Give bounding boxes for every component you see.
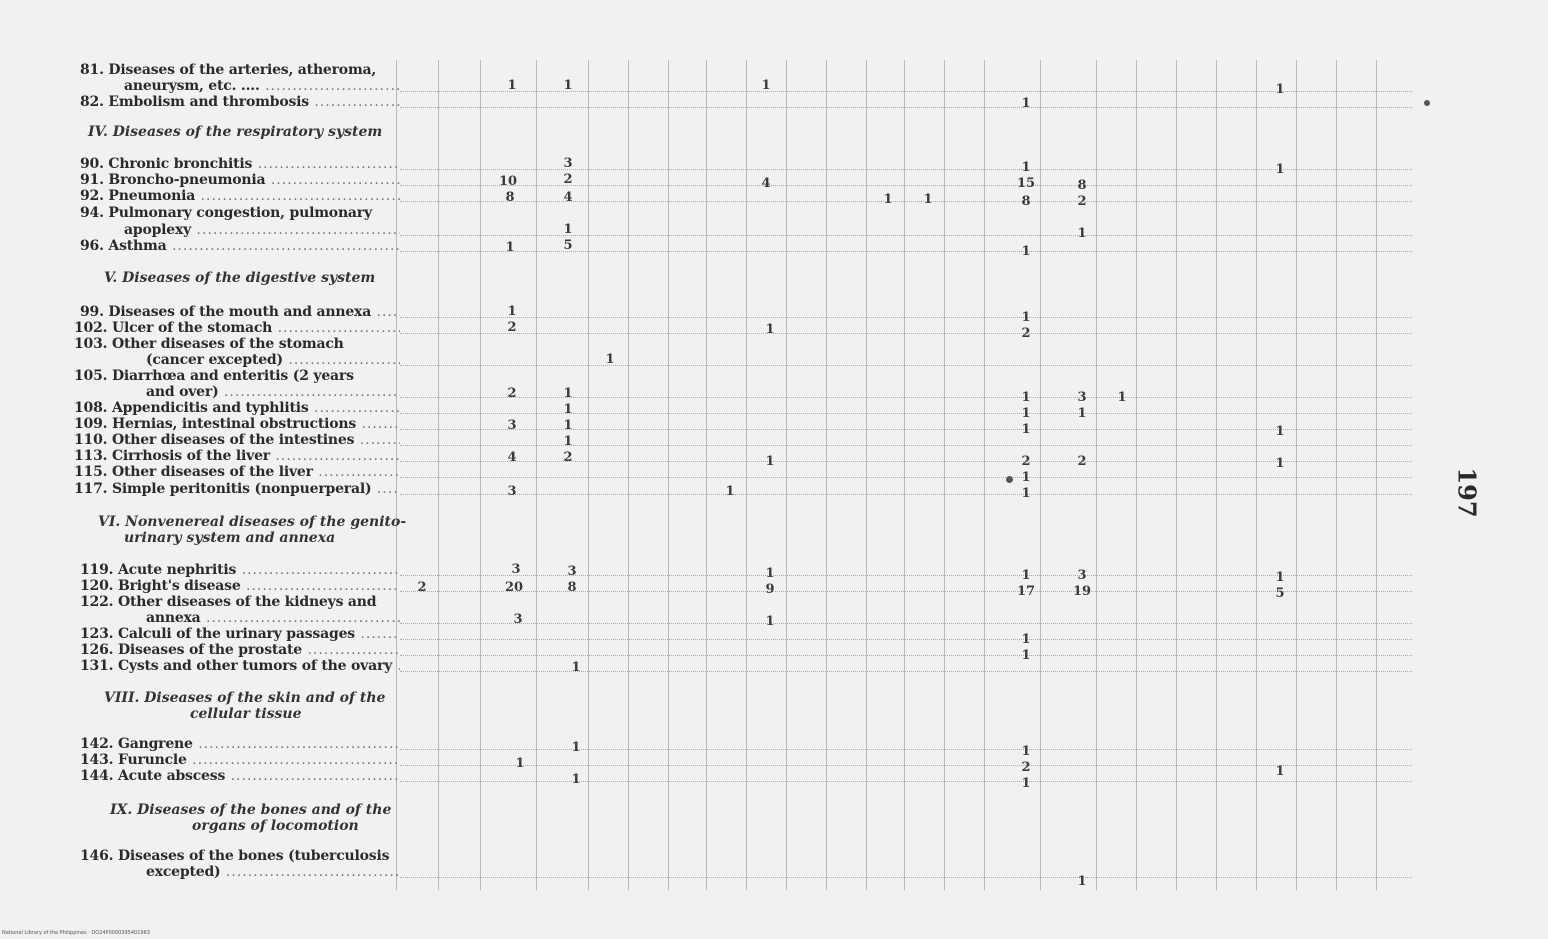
row-label: 142. Gangrene ..... — [80, 736, 400, 752]
count-cell: 2 — [417, 580, 427, 595]
row-label: 131. Cysts and other tumors of the ovary ..... — [80, 658, 400, 674]
count-cell: 2 — [507, 386, 517, 401]
ink-spot — [1424, 100, 1430, 106]
count-cell: 1 — [515, 756, 525, 771]
row-leader-line — [400, 765, 1412, 767]
count-cell: 8 — [505, 190, 515, 205]
row-leader-line — [400, 623, 1412, 625]
row-leader-line — [400, 201, 1412, 203]
section-heading-genitourinary-1: VI. Nonvenereal diseases of the genito- — [98, 514, 407, 530]
row-label: 90. Chronic bronchitis ..... — [80, 156, 400, 172]
row-leader-line — [400, 781, 1412, 783]
count-cell: 4 — [563, 190, 573, 205]
count-cell: 20 — [504, 580, 524, 595]
section-heading-bones-2: organs of locomotion — [192, 818, 359, 834]
row-label: 120. Bright's disease ..... — [80, 578, 400, 594]
row-leader-line — [400, 107, 1412, 109]
row-label: 123. Calculi of the urinary passages ..... — [80, 626, 400, 642]
row-leader-line — [400, 333, 1412, 335]
row-label: 144. Acute abscess ..... — [80, 768, 400, 784]
count-cell: 1 — [563, 418, 573, 433]
count-cell: 9 — [765, 582, 775, 597]
count-cell: 1 — [1275, 162, 1285, 177]
row-label: 115. Other diseases of the liver ..... — [74, 464, 400, 480]
count-cell: 1 — [563, 434, 573, 449]
count-cell: 1 — [571, 772, 581, 787]
row-label: annexa ..... — [146, 610, 400, 626]
row-leader-line — [400, 477, 1412, 479]
count-cell: 3 — [567, 564, 577, 579]
count-cell: 1 — [1021, 632, 1031, 647]
row-leader-line — [400, 185, 1412, 187]
count-cell: 1 — [765, 454, 775, 469]
row-label: 99. Diseases of the mouth and annexa ..... — [80, 304, 400, 320]
count-cell: 3 — [563, 156, 573, 171]
row-label: 92. Pneumonia ..... — [80, 188, 400, 204]
row-leader-line — [400, 575, 1412, 577]
count-cell: 10 — [498, 174, 518, 189]
count-cell: 2 — [1021, 760, 1031, 775]
count-cell: 1 — [1021, 470, 1031, 485]
section-heading-skin-2: cellular tissue — [190, 706, 302, 722]
section-heading-genitourinary-2: urinary system and annexa — [124, 530, 336, 546]
count-cell: 1 — [765, 566, 775, 581]
count-cell: 1 — [1275, 456, 1285, 471]
row-leader-line — [400, 317, 1412, 319]
count-cell: 8 — [1021, 194, 1031, 209]
count-cell: 1 — [761, 78, 771, 93]
count-cell: 1 — [1117, 390, 1127, 405]
count-cell: 1 — [1275, 570, 1285, 585]
count-cell: 1 — [605, 352, 615, 367]
row-label: 119. Acute nephritis ..... — [80, 562, 400, 578]
count-cell: 1 — [1077, 874, 1087, 889]
row-label: 102. Ulcer of the stomach ..... — [74, 320, 400, 336]
ink-spot — [1006, 476, 1013, 483]
row-leader-line — [400, 671, 1412, 673]
section-heading-bones-1: IX. Diseases of the bones and of the — [110, 802, 392, 818]
count-cell: 3 — [511, 562, 521, 577]
row-leader-line — [400, 655, 1412, 657]
row-label: 96. Asthma ..... — [80, 238, 400, 254]
row-leader-line — [400, 461, 1412, 463]
count-cell: 3 — [513, 612, 523, 627]
count-cell: 8 — [567, 580, 577, 595]
row-label: 82. Embolism and thrombosis ..... — [80, 94, 400, 110]
count-cell: 1 — [1021, 744, 1031, 759]
row-leader-line — [400, 591, 1412, 593]
footer-credit: National Library of the Philippines · DO24P0000395401963 — [2, 930, 150, 936]
row-leader-line — [400, 91, 1412, 93]
row-label: 105. Diarrhœa and enteritis (2 years — [74, 368, 354, 384]
count-cell: 2 — [1077, 194, 1087, 209]
count-cell: 1 — [923, 192, 933, 207]
row-leader-line — [400, 413, 1412, 415]
count-cell: 1 — [563, 386, 573, 401]
row-label: 113. Cirrhosis of the liver ..... — [74, 448, 400, 464]
row-leader-line — [400, 749, 1412, 751]
count-cell: 3 — [507, 484, 517, 499]
row-leader-line — [400, 251, 1412, 253]
row-label: and over) ..... — [146, 384, 400, 400]
count-cell: 5 — [1275, 586, 1285, 601]
count-cell: 1 — [571, 660, 581, 675]
count-cell: 19 — [1072, 584, 1092, 599]
count-cell: 3 — [1077, 390, 1087, 405]
section-heading-skin-1: VIII. Diseases of the skin and of the — [104, 690, 386, 706]
section-heading-digestive: V. Diseases of the digestive system — [104, 270, 376, 286]
count-cell: 1 — [1077, 406, 1087, 421]
count-cell: 17 — [1016, 584, 1036, 599]
row-label: 103. Other diseases of the stomach — [74, 336, 344, 352]
count-cell: 2 — [563, 450, 573, 465]
count-cell: 1 — [505, 240, 515, 255]
row-leader-line — [400, 235, 1412, 237]
row-leader-line — [400, 397, 1412, 399]
count-cell: 2 — [507, 320, 517, 335]
row-leader-line — [400, 365, 1412, 367]
count-cell: 1 — [1275, 82, 1285, 97]
count-cell: 2 — [1021, 326, 1031, 341]
count-cell: 5 — [563, 238, 573, 253]
row-leader-line — [400, 639, 1412, 641]
row-label: 81. Diseases of the arteries, atheroma, — [80, 62, 377, 78]
count-cell: 1 — [563, 222, 573, 237]
row-label: 110. Other diseases of the intestines ..... — [74, 432, 400, 448]
count-cell: 1 — [765, 322, 775, 337]
count-cell: 1 — [725, 484, 735, 499]
row-label: 108. Appendicitis and typhlitis ..... — [74, 400, 400, 416]
count-cell: 15 — [1016, 176, 1036, 191]
count-cell: 1 — [1021, 568, 1031, 583]
row-label: apoplexy ..... — [124, 222, 400, 238]
count-cell: 1 — [1021, 160, 1031, 175]
count-cell: 1 — [1275, 764, 1285, 779]
count-cell: 4 — [761, 176, 771, 191]
row-label: 109. Hernias, intestinal obstructions ..... — [74, 416, 400, 432]
row-label: 146. Diseases of the bones (tuberculosis — [80, 848, 390, 864]
row-leader-line — [400, 429, 1412, 431]
count-cell: 1 — [563, 402, 573, 417]
count-cell: 1 — [507, 78, 517, 93]
row-label: 143. Furuncle ..... — [80, 752, 400, 768]
row-leader-line — [400, 877, 1412, 879]
count-cell: 1 — [765, 614, 775, 629]
row-label: excepted) ..... — [146, 864, 400, 880]
row-leader-line — [400, 494, 1412, 496]
count-cell: 3 — [507, 418, 517, 433]
count-cell: 1 — [507, 304, 517, 319]
count-cell: 2 — [1021, 454, 1031, 469]
row-label: 91. Broncho-pneumonia ..... — [80, 172, 400, 188]
count-cell: 1 — [1021, 406, 1031, 421]
row-label: 126. Diseases of the prostate ..... — [80, 642, 400, 658]
row-leader-line — [400, 169, 1412, 171]
count-cell: 1 — [1275, 424, 1285, 439]
section-heading-respiratory: IV. Diseases of the respiratory system — [88, 124, 383, 140]
count-cell: 1 — [1021, 244, 1031, 259]
count-cell: 1 — [1021, 648, 1031, 663]
count-cell: 2 — [563, 172, 573, 187]
count-cell: 4 — [507, 450, 517, 465]
count-cell: 3 — [1077, 568, 1087, 583]
count-cell: 1 — [563, 78, 573, 93]
count-cell: 1 — [1021, 776, 1031, 791]
row-label: aneurysm, etc. .... ..... — [124, 78, 400, 94]
count-cell: 1 — [1021, 96, 1031, 111]
count-cell: 2 — [1077, 454, 1087, 469]
row-label: 117. Simple peritonitis (nonpuerperal) ..... — [74, 481, 400, 497]
row-leader-line — [400, 445, 1412, 447]
count-cell: 1 — [1021, 486, 1031, 501]
count-cell: 1 — [1021, 422, 1031, 437]
count-cell: 1 — [1021, 390, 1031, 405]
page-number: 197 — [1452, 467, 1482, 518]
count-cell: 1 — [1077, 226, 1087, 241]
count-cell: 1 — [571, 740, 581, 755]
row-label: 122. Other diseases of the kidneys and — [80, 594, 377, 610]
row-label: (cancer excepted) ..... — [146, 352, 400, 368]
row-label: 94. Pulmonary congestion, pulmonary — [80, 205, 372, 221]
count-cell: 8 — [1077, 178, 1087, 193]
count-cell: 1 — [883, 192, 893, 207]
count-cell: 1 — [1021, 310, 1031, 325]
